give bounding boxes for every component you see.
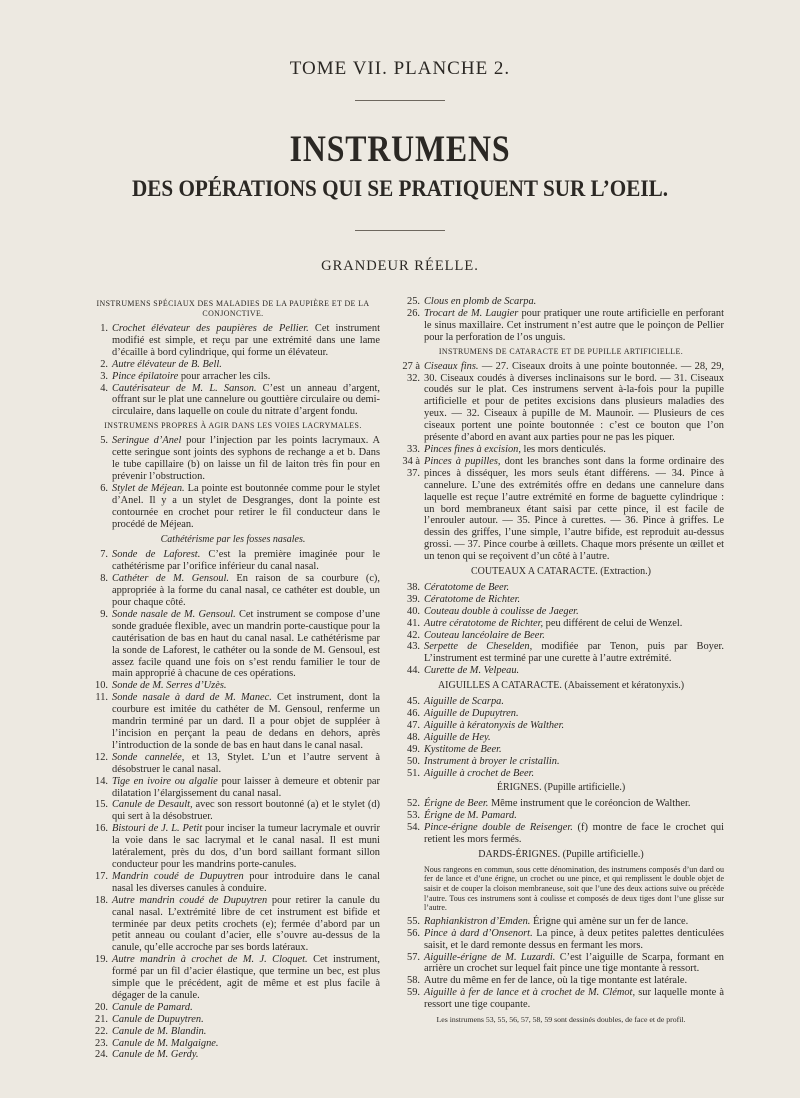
instrument-entry bbox=[86, 609, 380, 680]
entry-description: les mors denticulés. bbox=[520, 443, 606, 455]
entry-description: Cet instrument, dont la courbure est imitée du cathéter de M. Gensoul, renferme un mandrin terminé par un dard. Il a pour objet de suppléer à l’incision en perçant la peau de dedans en dehors, après l’introduction de la sonde de bas en haut dans le canal nasal. bbox=[112, 692, 380, 751]
instrument-name: Cathéter de M. Gensoul. bbox=[112, 573, 229, 585]
entry-number: 48. bbox=[407, 731, 420, 743]
instrument-entry bbox=[398, 768, 724, 780]
entry-description: Érigne qui amène sur un fer de lance. bbox=[530, 915, 689, 927]
entry-number: 18. bbox=[95, 894, 108, 906]
entry-number: 57. bbox=[407, 951, 420, 963]
entry-number: 51. bbox=[407, 767, 420, 779]
instrument-name: Pince-érigne double de Reisenger. bbox=[424, 822, 573, 834]
instrument-name: Érigne de Beer. bbox=[424, 798, 489, 810]
instrument-name: Couteau double à coulisse de Jaeger. bbox=[424, 605, 579, 617]
instrument-name: Instrument à broyer le cristallin. bbox=[424, 755, 560, 767]
entry-number: 6. bbox=[100, 482, 108, 494]
entry-description: modifiée par Tenon, puis par Boyer. L’instrument est terminé par une curette à l’autre extrémité. bbox=[424, 641, 724, 665]
entry-description: (f) montre de face le crochet qui retient les mors fermés. bbox=[424, 822, 725, 846]
entry-number: 40. bbox=[407, 605, 420, 617]
instrument-name: Aiguille de Scarpa. bbox=[424, 696, 504, 708]
entry-number: 41. bbox=[407, 617, 420, 629]
entry-number: 12. bbox=[95, 751, 108, 763]
instrument-entry bbox=[86, 1002, 380, 1014]
entry-description: Même instrument que le coréoncion de Walther. bbox=[488, 798, 691, 810]
instrument-name: Trocart de M. Laugier bbox=[424, 307, 519, 319]
instrument-name: Aiguille de Hey. bbox=[424, 731, 491, 743]
instrument-entry bbox=[86, 799, 380, 823]
instrument-entry bbox=[398, 594, 724, 606]
entry-number: 43. bbox=[407, 641, 420, 653]
entry-number: 19. bbox=[95, 954, 108, 966]
instrument-name: Sonde de Laforest. bbox=[112, 549, 201, 561]
instrument-entry bbox=[398, 618, 724, 630]
instrument-name: Autre élévateur de B. Bell. bbox=[112, 358, 222, 370]
instrument-entry bbox=[86, 823, 380, 871]
instrument-entry bbox=[86, 359, 380, 371]
instrument-name: Tige en ivoire ou algalie bbox=[112, 775, 218, 787]
instrument-entry bbox=[398, 720, 724, 732]
instrument-name: Canule de M. Malgaigne. bbox=[112, 1037, 219, 1049]
instrument-entry bbox=[398, 456, 724, 563]
entry-description: C’est la première imaginée pour le cathétérisme par l’orifice inférieur du canal nasal. bbox=[112, 549, 380, 573]
entry-number: 24. bbox=[95, 1049, 108, 1061]
entry-number: 53. bbox=[407, 810, 420, 822]
entry-number: 23. bbox=[95, 1037, 108, 1049]
instrument-name: Autre mandrin coudé de Dupuytren bbox=[112, 894, 268, 906]
entry-description: Cet instrument se compose d’une sonde graduée flexible, avec un mandrin porte-caustique pour la cautérisation de bas en haut du canal nasal. Le cathétérisme par la sonde de Laforest, le cathéter ou la sonde de M. Gensoul, est assez facile quand une fois on s’est rendu familier le tour de main approprié à chacune de ces opérations. bbox=[112, 608, 380, 680]
instrument-entry bbox=[398, 975, 724, 987]
entry-number: 50. bbox=[407, 755, 420, 767]
entry-description: pour introduire dans le canal nasal les diverses canules à conduire. bbox=[112, 870, 380, 894]
instrument-name: Sonde cannelée, bbox=[112, 751, 185, 763]
instrument-name: Crochet élévateur des paupières de Pellier. bbox=[112, 323, 309, 334]
section-heading: DARDS-ÉRIGNES. (Pupille artificielle.) bbox=[478, 848, 644, 860]
right-column bbox=[398, 296, 724, 1026]
entry-number: 34 à 37. bbox=[402, 455, 420, 479]
entry-number: 2. bbox=[100, 358, 108, 370]
instrument-name: Autre cératotome de Richter, bbox=[424, 617, 544, 629]
instrument-name: Couteau lancéolaire de Beer. bbox=[424, 629, 545, 641]
entry-number: 44. bbox=[407, 665, 420, 677]
entry-number: 56. bbox=[407, 927, 420, 939]
instrument-name: Aiguille à kératonyxis de Walther. bbox=[424, 719, 565, 731]
instrument-entry bbox=[86, 1014, 380, 1026]
entry-number: 55. bbox=[407, 915, 420, 927]
instrument-name: Pinces fines à excision, bbox=[424, 443, 521, 455]
subsection-heading bbox=[86, 534, 380, 546]
instrument-name: Sonde de M. Serres d’Uzès. bbox=[112, 680, 227, 692]
entry-number: 58. bbox=[407, 975, 420, 987]
instrument-entry bbox=[86, 371, 380, 383]
instrument-entry bbox=[86, 435, 380, 483]
instrument-name: Aiguille-érigne de M. Luzardi. bbox=[424, 951, 556, 963]
instrument-name: Cératotome de Richter. bbox=[424, 593, 521, 605]
entry-description: et 13, Stylet. L’un et l’autre servent à désobstruer le canal nasal. bbox=[112, 751, 380, 775]
instrument-entry bbox=[398, 641, 724, 665]
subsection-label: Cathétérisme par les fosses nasales. bbox=[160, 533, 306, 545]
entry-number: 15. bbox=[95, 799, 108, 811]
instrument-entry bbox=[86, 776, 380, 800]
entry-description: — 27. Ciseaux droits à une pointe boutonnée. — 28, 29, 30. Ciseaux coudés à diverses inclinaisons sur le bord. — 31. Ciseaux coudés sur le plat. Ces instrumens servent à-la-fois pour la pupille artificielle et pour de petites excisions dans plusieurs maladies des yeux. — 32. Ciseaux à pupille de M. Maunoir. — Plusieurs de ces ciseaux portent une pointe boutonnée : c’est ce bouton que l’on présente d’abord en avant aux parties pour ne pas les piquer. bbox=[424, 360, 724, 444]
entry-description: En raison de sa courbure (c), appropriée à la forme du canal nasal, ce cathéter est double, un pour chaque côté. bbox=[112, 573, 380, 609]
entry-number: 52. bbox=[407, 798, 420, 810]
entry-number: 20. bbox=[95, 1001, 108, 1013]
instrument-entry bbox=[86, 383, 380, 419]
instrument-name: Canule de M. Gerdy. bbox=[112, 1049, 199, 1061]
instrument-name: Autre mandrin à crochet de M. J. Cloquet. bbox=[112, 954, 308, 966]
left-column bbox=[86, 296, 380, 1061]
instrument-name: Aiguille à fer de lance et à crochet de M. Clémot, bbox=[424, 987, 636, 999]
entry-number: 49. bbox=[407, 743, 420, 755]
instrument-entry bbox=[398, 756, 724, 768]
entry-description: C’est l’aiguille de Scarpa, formant en arrière un crochet sur lequel fait pince une tige montante à ressort. bbox=[424, 951, 724, 975]
entry-description: pour l’injection par les points lacrymaux. A cette seringue sont joints des syphons de rechange a et b. Dans le tube capillaire (b) on laisse un fil de laiton très fin pour en prévenir l’obstruction. bbox=[112, 435, 380, 482]
instrument-name: Aiguille à crochet de Beer. bbox=[424, 767, 535, 779]
instrument-entry bbox=[398, 296, 724, 308]
entry-number: 27 à 32. bbox=[402, 360, 420, 384]
instrument-entry bbox=[398, 665, 724, 677]
entry-description: pour retirer la canule du canal nasal. L’extrémité libre de cet instrument est bifide et terminée par deux petits crochets (e); fermée d’abord par un petit anneau ou coulant d’acier, elle s’ouvre au-dessus de la canule, qu’elle accroche par ses bords latéraux. bbox=[112, 894, 380, 954]
entry-number: 1. bbox=[100, 323, 108, 334]
instrument-name: Clous en plomb de Scarpa. bbox=[424, 296, 537, 307]
entry-description: avec son ressort boutonné (a) et le stylet (d) qui sert à la désobstruer. bbox=[112, 799, 380, 823]
instrument-name: Seringue d’Anel bbox=[112, 435, 182, 447]
instrument-entry bbox=[398, 361, 724, 444]
entry-number: 46. bbox=[407, 708, 420, 719]
instrument-entry bbox=[86, 692, 380, 752]
instrument-entry bbox=[86, 680, 380, 692]
entry-number: 9. bbox=[100, 608, 108, 620]
instrument-name: Sonde nasale de M. Gensoul. bbox=[112, 608, 236, 620]
instrument-entry bbox=[398, 822, 724, 846]
instrument-name: Bistouri de J. L. Petit bbox=[112, 823, 203, 835]
instrument-name: Ciseaux fins. bbox=[424, 360, 479, 372]
instrument-entry bbox=[86, 1049, 380, 1061]
entry-number: 38. bbox=[407, 581, 420, 593]
instrument-entry bbox=[398, 630, 724, 642]
page-subtitle: DES OPÉRATIONS QUI SE PRATIQUENT SUR L’OEIL. bbox=[131, 176, 668, 201]
instrument-entry bbox=[86, 549, 380, 573]
entry-description: Cet instrument, formé par un fil d’acier élastique, que termine un bec, est plus simple que le précédent, agit de même et est plus facile à dégager de la canule. bbox=[112, 954, 380, 1001]
entry-number: 3. bbox=[100, 370, 108, 382]
instrument-name: Aiguille de Dupuytren. bbox=[424, 708, 519, 719]
entry-number: 59. bbox=[407, 987, 420, 999]
section-heading: INSTRUMENS SPÉCIAUX DES MALADIES DE LA PAUPIÈRE ET DE LA CONJONCTIVE. bbox=[96, 299, 370, 318]
instrument-name: Pince épilatoire bbox=[112, 370, 179, 382]
instrument-entry bbox=[86, 1038, 380, 1050]
footnote: Les instrumens 53, 55, 56, 57, 58, 59 sont dessinés doubles, de face et de profil. bbox=[436, 1015, 686, 1025]
instrument-entry bbox=[398, 952, 724, 976]
entry-number: 25. bbox=[407, 296, 420, 307]
section-heading: INSTRUMENS DE CATARACTE ET DE PUPILLE ARTIFICIELLE. bbox=[438, 346, 684, 356]
instrument-entry bbox=[86, 483, 380, 531]
instrument-entry bbox=[398, 810, 724, 822]
instrument-name: Kystitome de Beer. bbox=[424, 743, 502, 755]
instrument-name: Sonde nasale à dard de M. Manec. bbox=[112, 692, 272, 704]
entry-number: 14. bbox=[95, 775, 108, 787]
section-note: Nous rangeons en commun, sous cette dénomination, des instrumens composés d’un dard ou fer de lance et d’une érigne, un crochet ou une pince, et qui remplissent le double objet de saisir et de couper la cloison membraneuse, soit que l’une des deux actions suive ou précède l’autre. Tous ces instrumens sont à coulisse et composés de deux tiges dont l’une glisse sur l’autre. bbox=[424, 864, 724, 913]
entry-description: Autre du même en fer de lance, où la tige montante est latérale. bbox=[424, 975, 688, 987]
entry-number: 33. bbox=[407, 443, 420, 455]
instrument-name: Érigne de M. Pamard. bbox=[424, 810, 517, 822]
instrument-name: Serpette de Cheselden, bbox=[424, 641, 533, 653]
instrument-entry bbox=[398, 696, 724, 708]
instrument-entry bbox=[86, 1026, 380, 1038]
section-heading: INSTRUMENS PROPRES À AGIR DANS LES VOIES LACRYMALES. bbox=[104, 421, 362, 431]
instrument-entry bbox=[398, 987, 724, 1011]
entry-description: pour pratiquer une route artificielle en perforant le sinus maxillaire. Cet instrument n’est autre que le poinçon de Pellier pour la perforation de l’os unguis. bbox=[424, 307, 724, 343]
section-heading: ÉRIGNES. (Pupille artificielle.) bbox=[496, 782, 626, 794]
instrument-name: Stylet de Méjean. bbox=[112, 482, 185, 494]
entry-number: 16. bbox=[95, 823, 108, 835]
instrument-name: Mandrin coudé de Dupuytren bbox=[112, 870, 244, 882]
instrument-name: Canule de Dupuytren. bbox=[112, 1013, 204, 1025]
instrument-name: Pinces à pupilles, bbox=[424, 455, 501, 467]
entry-description: peu différent de celui de Wenzel. bbox=[543, 617, 683, 629]
entry-number: 21. bbox=[95, 1013, 108, 1025]
entry-description: sur laquelle monte à ressort une tige coupante. bbox=[424, 987, 724, 1011]
section-heading: AIGUILLES A CATARACTE. (Abaissement et kératonyxis.) bbox=[437, 680, 685, 692]
entry-number: 42. bbox=[407, 629, 420, 641]
entry-description: dont les branches sont dans la forme ordinaire des pinces à disséquer, les mors seuls étant différens. — 34. Pince à cannelure. L’une des extrémités offre en dedans une cannelure dans laquelle est reçue l’autre extrémité en forme de baguette cylindrique : un bord membraneux étant saisi par cette pince, il est facile de l’enrouler autour. — 35. Pince à curettes. — 36. Pince à griffes. Le dessin des griffes, l’une simple, l’autre bifide, est reproduit au-dessus grossi. — 37. Pince courbe à œillets. Chaque mors présente un œillet et un tenon qui se reçoivent d’un côté à l’autre. bbox=[424, 455, 724, 563]
entry-description: pour arracher les cils. bbox=[178, 370, 271, 382]
entry-description: La pince, à deux petites palettes denticulées saisit, et le dard remonte dessus en fermant les mors. bbox=[424, 927, 724, 951]
entry-number: 22. bbox=[95, 1025, 108, 1037]
instrument-entry bbox=[398, 916, 724, 928]
instrument-entry bbox=[398, 444, 724, 456]
entry-number: 26. bbox=[407, 307, 420, 319]
entry-number: 4. bbox=[100, 382, 108, 394]
divider-middle bbox=[355, 230, 445, 231]
divider-top bbox=[355, 100, 445, 101]
entry-number: 54. bbox=[407, 822, 420, 834]
instrument-entry bbox=[398, 732, 724, 744]
instrument-entry bbox=[398, 744, 724, 756]
entry-number: 5. bbox=[100, 435, 108, 447]
instrument-entry bbox=[398, 606, 724, 618]
entry-number: 10. bbox=[95, 680, 108, 692]
entry-number: 11. bbox=[95, 692, 108, 704]
entry-number: 17. bbox=[95, 870, 108, 882]
page-title: INSTRUMENS bbox=[289, 129, 511, 170]
entry-number: 39. bbox=[407, 593, 420, 605]
entry-description: pour laisser à demeure et obtenir par dilatation l’élargissement du canal nasal. bbox=[112, 775, 381, 799]
entry-number: 47. bbox=[407, 719, 420, 731]
instrument-entry bbox=[86, 871, 380, 895]
tome-heading: TOME VII. PLANCHE 2. bbox=[289, 58, 511, 79]
entry-description: Cet instrument modifié est simple, et reçu par une extrémité dans une lame d’écaille à bord cylindrique, qui forme un élévateur. bbox=[112, 323, 380, 358]
instrument-entry bbox=[398, 308, 724, 344]
entry-description: C’est un anneau d’argent, offrant sur le plat une cannelure ou gouttière circulaire ou demi-circulaire, dans laquelle on coule du nitrate d’argent fondu. bbox=[112, 382, 380, 418]
instrument-name: Cautérisateur de M. L. Sanson. bbox=[112, 382, 257, 394]
instrument-entry bbox=[86, 573, 380, 609]
entry-number: 45. bbox=[407, 696, 420, 708]
instrument-name: Pince à dard d’Onsenort. bbox=[424, 927, 533, 939]
entry-description: pour inciser la tumeur lacrymale et ouvrir la voie dans le sac lacrymal et le canal nasal. Il est muni latéralement, près du dos, d’un bord saillant formant sillon conducteur pour les mandrins porte-canules. bbox=[112, 823, 380, 870]
instrument-entry bbox=[398, 928, 724, 952]
instrument-entry bbox=[86, 752, 380, 776]
instrument-name: Raphiankistron d’Emden. bbox=[424, 915, 531, 927]
entry-number: 8. bbox=[100, 573, 108, 585]
instrument-name: Canule de Pamard. bbox=[112, 1001, 193, 1013]
instrument-entry bbox=[86, 954, 380, 1002]
instrument-entry bbox=[86, 323, 380, 359]
instrument-name: Cératotome de Beer. bbox=[424, 581, 510, 593]
instrument-entry bbox=[398, 708, 724, 720]
entry-number: 7. bbox=[100, 549, 108, 561]
instrument-entry bbox=[398, 582, 724, 594]
instrument-name: Curette de M. Velpeau. bbox=[424, 665, 520, 677]
instrument-entry bbox=[398, 798, 724, 810]
section-heading: COUTEAUX A CATARACTE. (Extraction.) bbox=[470, 566, 651, 578]
entry-description: La pointe est boutonnée comme pour le stylet d’Anel. Il y a un stylet de Desgranges, dont la pointe est contournée en crochet pour retirer le fil conducteur dans le procédé de Méjean. bbox=[112, 482, 380, 530]
scale-note: GRANDEUR RÉELLE. bbox=[321, 258, 479, 274]
instrument-name: Canule de Desault, bbox=[112, 799, 193, 811]
instrument-name: Canule de M. Blandin. bbox=[112, 1025, 207, 1037]
instrument-entry bbox=[86, 895, 380, 955]
